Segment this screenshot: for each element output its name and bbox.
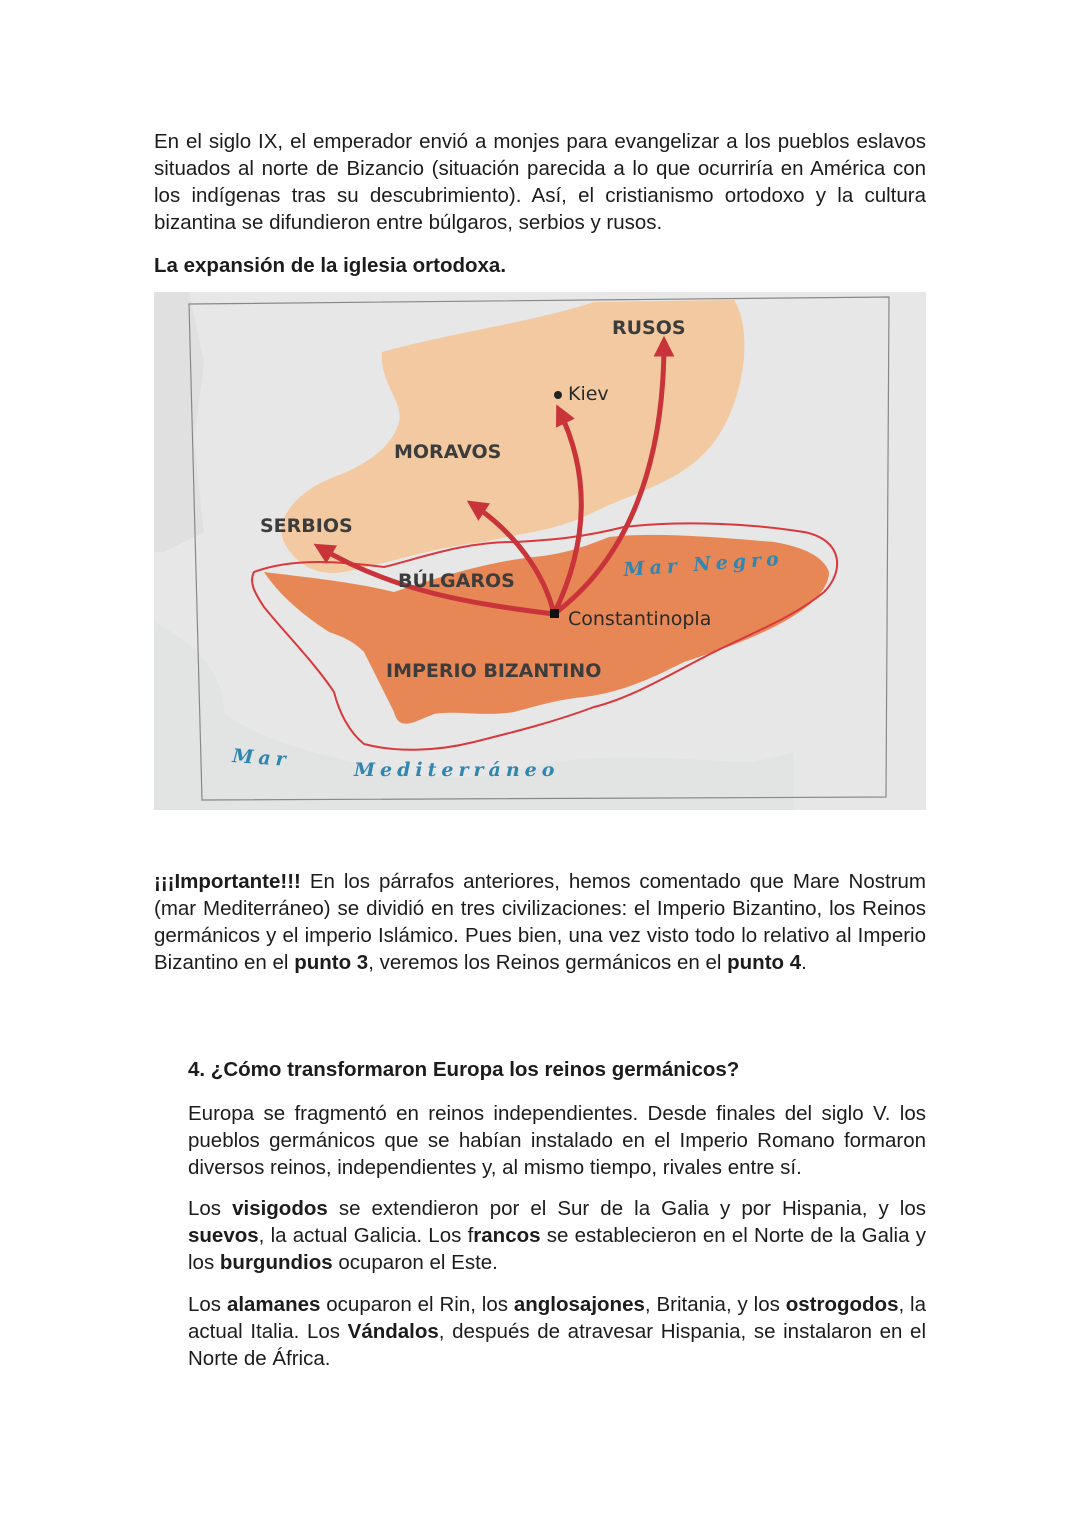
text-span: , la actual Italia. Los [188,1293,927,1343]
constantinopla-marker [550,609,559,618]
term-vandalos: Vándalos [347,1320,439,1343]
text-span: se establecieron en el Norte de la Galia y los [188,1224,926,1274]
term-ostrogodos: ostrogodos [785,1293,899,1316]
text-span: Los [188,1293,227,1316]
text-span: , después de atravesar Hispania, se instalaron en el Norte de África. [188,1320,927,1370]
section-4-paragraph-2 [188,1195,926,1276]
text-span: ocuparon el Este. [332,1251,498,1274]
label-imperio-bizantino: IMPERIO BIZANTINO [386,660,602,682]
intro-paragraph: En el siglo IX, el emperador envió a monjes para evangelizar a los pueblos eslavos situados al norte de Bizancio (situación parecida a lo que ocurriría en América con los indígenas tras su descubrimiento). Así, el cristianismo ortodoxo y la cultura bizantina se difundieron entre búlgaros, serbios y rusos. [154,130,926,234]
term-burgundios: burgundios [219,1251,333,1274]
label-bulgaros: BÚLGAROS [398,570,515,592]
term-suevos: suevos [188,1224,259,1247]
importante-paragraph [154,868,926,976]
importante-text-3: . [801,951,807,974]
term-alamanes: alamanes [226,1293,321,1316]
orthodox-expansion-map [154,292,926,810]
importante-text-1: En los párrafos anteriores, hemos comentado que Mare Nostrum (mar Mediterráneo) se dividió en tres civilizaciones: el Imperio Bizantino, los Reinos germánicos y el imperio Islámico. Pues bien, una vez visto todo lo relativo al Imperio Bizantino en el [154,870,926,974]
label-moravos: MORAVOS [394,441,502,463]
text-span: Los [188,1197,233,1220]
text-span: ocuparon el Rin, los [320,1293,514,1316]
text-span: , Britania, y los [644,1293,786,1316]
importante-text-2: , veremos los Reinos germánicos en el [368,951,728,974]
term-visigodos: visigodos [232,1197,328,1220]
importante-bold-1: punto 3 [294,951,369,974]
label-serbios: SERBIOS [260,515,353,537]
text-span: se extendieron por el Sur de la Galia y por Hispania, y los [327,1197,926,1220]
label-mediterraneo: Mediterráneo [354,759,560,781]
importante-bold-2: punto 4 [727,951,802,974]
label-mar: Mar [231,745,292,772]
western-land [154,292,204,552]
label-mar-negro: Mar Negro [622,547,785,581]
map-title: La expansión de la iglesia ortodoxa. [154,254,507,277]
text-span: , la actual Galicia. Los f [258,1224,474,1247]
label-kiev: Kiev [568,383,609,405]
section-4-heading: 4. ¿Cómo transformaron Europa los reinos germánicos? [188,1058,740,1081]
importante-lead: ¡¡¡Importante!!! [154,870,301,893]
label-constantinopla: Constantinopla [568,608,712,630]
term-francos: rancos [473,1224,541,1247]
section-4-paragraph-3 [188,1291,926,1372]
term-anglosajones: anglosajones [513,1293,645,1316]
section-4-paragraph-1: Europa se fragmentó en reinos independientes. Desde finales del siglo V. los pueblos germánicos que se habían instalado en el Imperio Romano formaron diversos reinos, independientes y, al mismo tiempo, rivales entre sí. [188,1102,926,1179]
kiev-dot [554,391,562,399]
label-rusos: RUSOS [612,317,686,339]
